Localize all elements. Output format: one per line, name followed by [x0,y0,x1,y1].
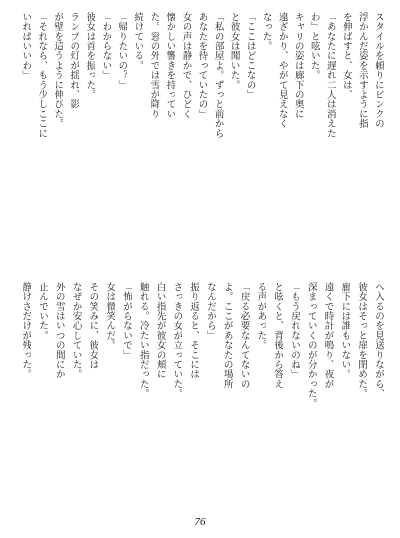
text-column: 女の声は静かで、ひどく [180,12,192,119]
text-column: 静けさだけが残った。 [20,282,32,379]
text-column: 続けている。 [132,12,144,71]
text-column: 白い指先が彼女の頬に [154,282,166,379]
text-column: なった。 [260,12,272,51]
text-column: 深まっていくのが分かった。 [305,282,317,409]
text-column: 「あなたに遅れ二人は消えた [324,12,336,139]
text-column: 止んでいた。 [37,282,48,341]
text-column: を伸ばすと、女は、 [340,12,352,100]
text-column: る声があった。 [255,282,267,350]
text-column: と呟くと、背後から答え [272,282,284,389]
text-column: その笑みに、彼女は [87,282,99,370]
text-column: 「ここはどこなの」 [244,12,256,100]
text-column: 懐かしい響きを持ってい [164,12,176,119]
text-column: 浮かんだ姿を示すように指 [356,12,368,129]
text-column: 「戻る必要なんてないの [238,282,250,389]
text-column: 「もう戻れないのね」 [288,282,300,379]
text-column: 女は微笑んだ。 [104,282,116,350]
text-column: スタイルを頼りにピンクの [372,12,384,129]
text-column: ランプの灯が揺れ、影 [68,12,80,109]
text-column: 触れる。冷たい指だった。 [137,282,149,399]
text-column: わ」と呟いた。 [308,12,320,80]
text-column: 「私の部屋よ。ずっと前から [212,12,224,139]
text-column: 彼女は首を振った。 [84,12,96,100]
text-column: へ入るのを見送りながら、 [372,282,384,399]
text-column: 「わからない」 [100,12,112,80]
text-column: よ。ここがあなたの場所 [221,282,233,389]
text-column: 彼女はそっと扉を閉めた。 [356,282,368,399]
text-column: 外の雪はいつの間にか [53,282,65,379]
bottom-text-tier [20,282,384,512]
text-column: 「帰りたいの？」 [116,12,128,90]
text-column: 廊下には誰もいない。 [339,282,351,379]
page-number: 76 [194,516,206,528]
text-column: 遠くで時計が鳴り、夜が [322,282,334,389]
text-column: あなたを待っていたの」 [196,12,208,119]
text-column: なんだから」 [204,282,216,341]
text-column: 振り返ると、そこには [188,282,200,379]
text-column: 「怖がらないで」 [120,282,132,360]
text-column: なぜか安心していた。 [70,282,82,379]
text-column: キャリの姿は廊下の奥に [292,12,304,119]
text-column: た。窓の外では雪が降り [148,12,160,119]
text-column: さっきの女が立っていた。 [171,282,183,399]
text-column: が壁を這うように伸びた。 [52,12,64,129]
text-column: と彼女は聞いた。 [228,12,240,90]
text-column: 「それなら、もう少しここに [36,12,48,139]
text-column: 遠ざかり、やがて見えなく [276,12,288,129]
top-text-tier [20,12,384,258]
text-column: いればいいわ」 [20,12,32,80]
